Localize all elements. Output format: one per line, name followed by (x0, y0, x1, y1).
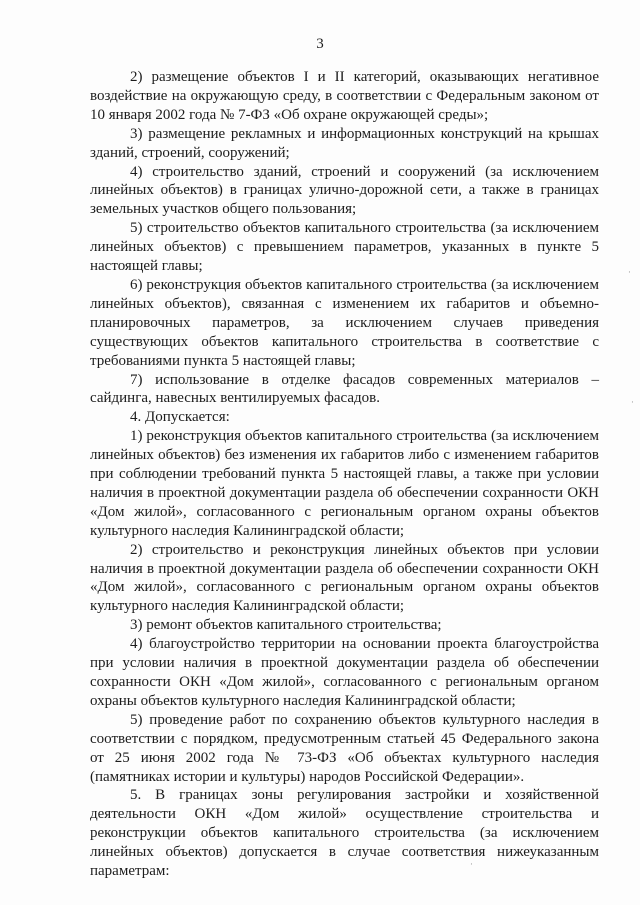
scan-speck: · (470, 860, 473, 870)
paragraph-allowed-3: 3) ремонт объектов капитального строительства; (130, 617, 442, 634)
paragraph-prohibition-5: 5) строительство объектов капитального строительства (за исключением линейных объектов) с превышением параметров, указанных в пункте 5 настоящей главы; (90, 220, 599, 275)
paragraph-allowed-4: 4) благоустройство территории на основании проекта благоустройства при условии наличия в проектной документации раздела об обеспечении сохранности ОКН «Дом жилой», согласованного с региональным органом охраны объектов культурного наследия Калининградской области; (90, 636, 599, 709)
paragraph-prohibition-4: 4) строительство зданий, строений и сооружений (за исключением линейных объектов) в границах улично-дорожной сети, а также в границах земельных участков общего пользования; (90, 163, 599, 218)
paragraph-prohibition-3: 3) размещение рекламных и информационных конструкций на крышах зданий, строений, сооружений; (90, 125, 599, 161)
scan-speck: · (628, 268, 631, 278)
paragraph-prohibition-7: 7) использование в отделке фасадов современных материалов – сайдинга, навесных вентилируемых фасадов. (90, 371, 599, 407)
paragraph-prohibition-2: 2) размещение объектов I и II категорий, оказывающих негативное воздействие на окружающую среду, в соответствии с Федеральным законом от 10 января 2002 года № 7-ФЗ «Об охране окружающей среды»; (90, 69, 599, 123)
paragraph-prohibition-6: 6) реконструкция объектов капитального строительства (за исключением линейных объектов), связанная с изменением их габаритов и объемно-планировочных параметров, за исключением случаев приведения существующих объектов капитального строительства в соответствие с требованиями пункта 5 настоящей главы; (90, 276, 599, 369)
document-body (90, 68, 599, 881)
section-heading-4: 4. Допускается: (130, 409, 230, 426)
paragraph-allowed-1: 1) реконструкция объектов капитального строительства (за исключением линейных объектов) без изменения их габаритов либо с изменением габаритов при соблюдении требований пункта 5 настоящей главы, а также при условии наличия в проектной документации раздела об обеспечении сохранности ОКН «Дом жилой», согласованного с региональным органом охраны объектов культурного наследия Калининградской области; (90, 428, 599, 539)
section-paragraph-5: 5. В границах зоны регулирования застройки и хозяйственной деятельности ОКН «Дом жилой» осуществление строительства и реконструкции объектов капитального строительства (за исключением линейных объектов) допускается в случае соответствия нижеуказанным параметрам: (90, 787, 599, 880)
scan-speck: · (631, 398, 634, 408)
paragraph-allowed-2: 2) строительство и реконструкция линейных объектов при условии наличия в проектной документации раздела об обеспечении сохранности ОКН «Дом жилой», согласованного с региональным органом охраны объектов культурного наследия Калининградской области; (90, 541, 599, 615)
page-number: 3 (316, 36, 324, 52)
paragraph-allowed-5: 5) проведение работ по сохранению объектов культурного наследия в соответствии с порядком, предусмотренным статьей 45 Федерального закона от 25 июня 2002 года № 73-ФЗ «Об объектах культурного наследия (памятниках истории и культуры) народов Российской Федерации». (90, 711, 599, 785)
